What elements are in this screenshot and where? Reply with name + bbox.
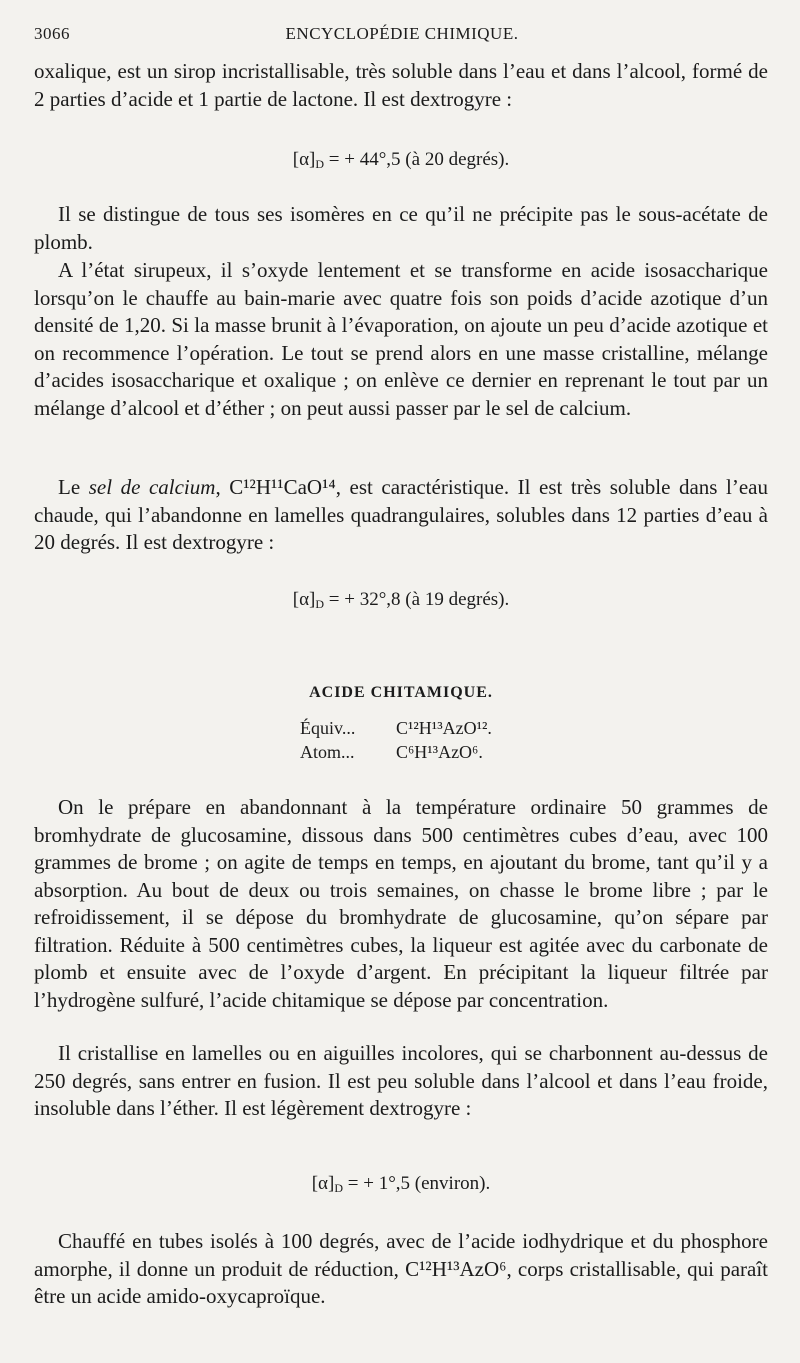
section-heading: ACIDE CHITAMIQUE. xyxy=(309,684,493,701)
paragraph-6 xyxy=(34,1040,768,1123)
paragraph-rest: , est caractéristique. Il est très soluble dans l’eau chaude, qui l’abandonne en lamelles quadrangulaires, solubles dans 12 parties d’eau à 20 degrés. Il est dextrogyre : xyxy=(34,475,768,554)
atom-formula: C⁶H¹³AzO⁶. xyxy=(396,742,483,762)
formula-rhs: = + 32°,8 (à 19 degrés). xyxy=(324,589,510,610)
formula-lhs: [α] xyxy=(311,1173,335,1194)
paragraph-text: Il cristallise en lamelles ou en aiguilles incolores, qui se charbonnent au-dessus de 250 degrés, sans entrer en fusion. Il est peu soluble dans l’alcool et dans l’eau froide, insoluble dans l’éther. Il est légèrement dextrogyre : xyxy=(34,1041,768,1120)
page-header xyxy=(34,24,770,46)
paragraph-text: oxalique, est un sirop incristallisable, très soluble dans l’eau et dans l’alcool, formé de 2 parties d’acide et 1 partie de lactone. Il est dextrogyre : xyxy=(34,59,768,111)
rotation-formula-2 xyxy=(34,586,768,614)
formula-rhs: = + 44°,5 (à 20 degrés). xyxy=(324,149,510,170)
paragraph-3 xyxy=(34,257,768,422)
formula-subscript: D xyxy=(334,1181,344,1195)
formula-lhs: [α] xyxy=(292,149,316,170)
lead-text: Le xyxy=(58,475,89,499)
paragraph-1 xyxy=(34,58,768,113)
equiv-label: Équiv... xyxy=(300,718,356,738)
paragraph-text: On le prépare en abandonnant à la température ordinaire 50 grammes de bromhydrate de glucosamine, dissous dans 500 centimètres cubes d’eau, avec 100 grammes de brome ; on agite de temps en temps, en ajoutant du brome, tant qu’il y a absorption. Au bout de deux ou trois semaines, on chasse le brome libre ; par le refroidissement, il se dépose du bromhydrate de glucosamine, qu’on sépare par filtration. Réduite à 500 centimètres cubes, la liqueur est agitée avec du carbonate de plomb et ensuite avec de l’oxyde d’argent. En précipitant la liqueur filtrée par l’hydrogène sulfuré, l’acide chitamique se dépose par concentration. xyxy=(34,795,768,1012)
italic-term: sel de calcium xyxy=(88,475,216,499)
formula-rhs: = + 1°,5 (environ). xyxy=(343,1173,491,1194)
paragraph-text: Il se distingue de tous ses isomères en ce qu’il ne précipite pas le sous-acétate de plomb. xyxy=(34,202,768,254)
running-title: ENCYCLOPÉDIE CHIMIQUE. xyxy=(285,24,519,43)
paragraph-5 xyxy=(34,794,768,1014)
calcium-formula: , C¹²H¹¹CaO¹⁴ xyxy=(215,475,336,499)
paragraph-4 xyxy=(34,474,768,557)
formula-lhs: [α] xyxy=(292,589,316,610)
equivalent-formulas xyxy=(300,716,492,764)
atom-label: Atom... xyxy=(300,742,355,762)
formula-subscript: D xyxy=(315,597,325,611)
paragraph-7 xyxy=(34,1228,768,1311)
paragraph-text xyxy=(34,474,768,557)
rotation-formula-3 xyxy=(34,1170,768,1198)
formula-subscript: D xyxy=(315,157,325,171)
paragraph-text: Chauffé en tubes isolés à 100 degrés, avec de l’acide iodhydrique et du phosphore amorphe, il donne un produit de réduction, C¹²H¹³AzO⁶, corps cristallisable, qui paraît être un acide amido-oxycaproïque. xyxy=(34,1229,768,1308)
rotation-formula-1 xyxy=(34,146,768,174)
paragraph-text: A l’état sirupeux, il s’oxyde lentement et se transforme en acide isosaccharique lorsqu’on le chauffe au bain-marie avec quatre fois son poids d’acide azotique d’un densité de 1,20. Si la masse brunit à l’évaporation, on ajoute un peu d’acide azotique et on recommence l’opération. Le tout se prend alors en une masse cristalline, mélange d’acides isosaccharique et oxalique ; on enlève ce dernier en reprenant le tout par un mélange d’alcool et d’éther ; on peut aussi passer par le sel de calcium. xyxy=(34,258,768,420)
paragraph-2 xyxy=(34,201,768,256)
page-number: 3066 xyxy=(34,24,70,43)
equiv-formula: C¹²H¹³AzO¹². xyxy=(396,718,492,738)
atom-row xyxy=(300,740,492,764)
equiv-row xyxy=(300,716,492,740)
